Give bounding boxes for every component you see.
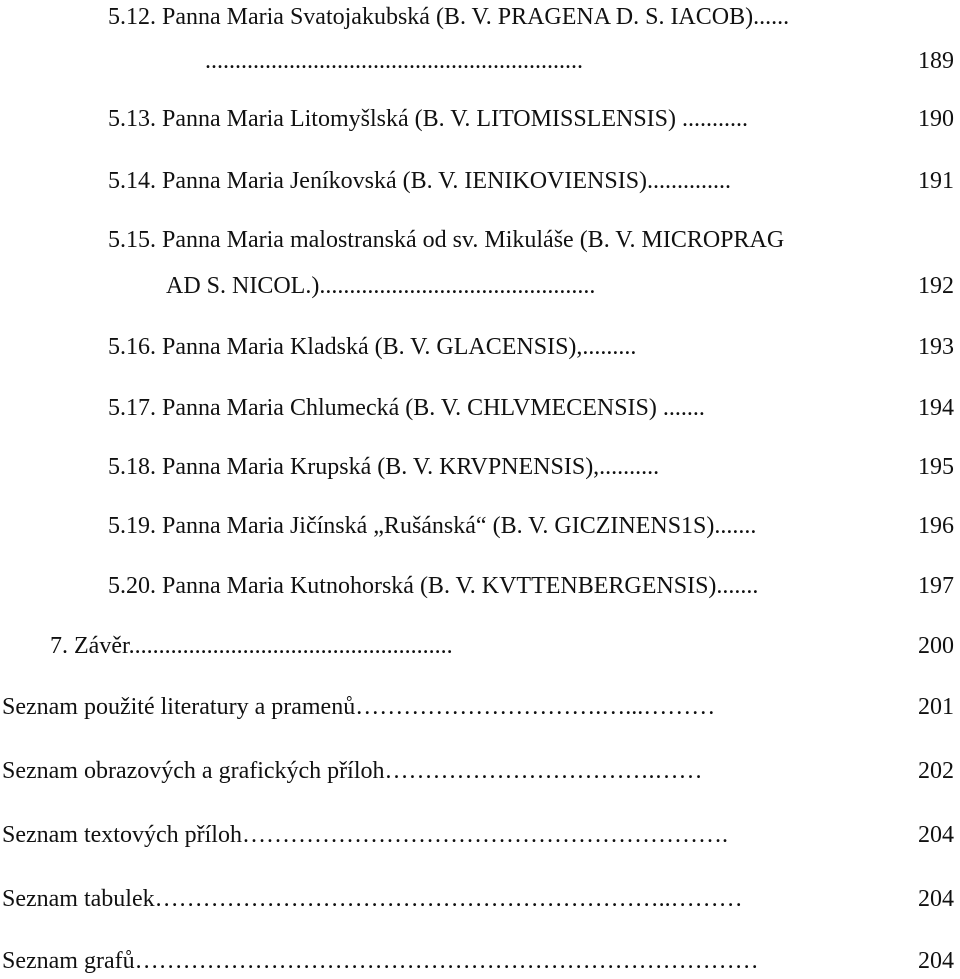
toc-page-number: 195 xyxy=(918,454,954,480)
toc-page-number: 193 xyxy=(918,334,954,360)
toc-line xyxy=(0,630,960,662)
toc-entry-text: Seznam grafů…………………………………………………………………… xyxy=(2,948,759,974)
toc-entry-text: Seznam tabulek………………………………………………………..……… xyxy=(2,886,743,912)
toc-page-number: 204 xyxy=(918,948,954,974)
toc-entry-text: Seznam textových příloh……………………………………………………. xyxy=(2,822,728,848)
toc-page-number: 196 xyxy=(918,513,954,539)
toc-line xyxy=(0,691,960,723)
toc-entry-text: 5.19. Panna Maria Jičínská „Rušánská“ (B. V. GICZINENS1S)....... xyxy=(108,513,757,539)
toc-entry-text: 5.12. Panna Maria Svatojakubská (B. V. PRAGENA D. S. IACOB)...... xyxy=(108,4,790,30)
toc-page-number: 189 xyxy=(918,48,954,74)
toc-line xyxy=(0,270,960,302)
toc-line xyxy=(0,165,960,197)
toc-line xyxy=(0,392,960,424)
toc-page-number: 192 xyxy=(918,273,954,299)
toc-line xyxy=(0,510,960,542)
toc-entry-text: ............................................................... xyxy=(205,48,583,74)
toc-entry-text: 5.15. Panna Maria malostranská od sv. Mikuláše (B. V. MICROPRAG xyxy=(108,227,785,253)
toc-page-number: 194 xyxy=(918,395,954,421)
toc-entry-text: 5.16. Panna Maria Kladská (B. V. GLACENSIS),......... xyxy=(108,334,637,360)
toc-line xyxy=(0,103,960,135)
toc-entry-text: Seznam obrazových a grafických příloh…………………………….…… xyxy=(2,758,703,784)
toc-page-number: 202 xyxy=(918,758,954,784)
toc-line xyxy=(0,451,960,483)
toc-page-number: 200 xyxy=(918,633,954,659)
toc-entry-text: AD S. NICOL.).............................................. xyxy=(166,273,596,299)
toc-entry-text: 5.20. Panna Maria Kutnohorská (B. V. KVTTENBERGENSIS)....... xyxy=(108,573,759,599)
toc-page-number: 201 xyxy=(918,694,954,720)
toc-page-number: 190 xyxy=(918,106,954,132)
toc-entry-text: Seznam použité literatury a pramenů………………………….…...……… xyxy=(2,694,716,720)
toc-entry-text: 5.17. Panna Maria Chlumecká (B. V. CHLVMECENSIS) ....... xyxy=(108,395,705,421)
toc-line xyxy=(0,883,960,915)
toc-page-number: 204 xyxy=(918,886,954,912)
toc-line xyxy=(0,224,960,256)
toc-entry-text: 5.13. Panna Maria Litomyšlská (B. V. LITOMISSLENSIS) ........... xyxy=(108,106,748,132)
toc-line xyxy=(0,755,960,787)
toc-entry-text: 7. Závěr...................................................... xyxy=(50,633,453,659)
toc-line xyxy=(0,331,960,363)
toc-entry-text: 5.14. Panna Maria Jeníkovská (B. V. IENIKOVIENSIS).............. xyxy=(108,168,732,194)
toc-page-number: 204 xyxy=(918,822,954,848)
toc-line xyxy=(0,45,960,77)
toc-entry-text: 5.18. Panna Maria Krupská (B. V. KRVPNENSIS),.......... xyxy=(108,454,660,480)
toc-page-number: 191 xyxy=(918,168,954,194)
toc-line xyxy=(0,570,960,602)
toc-page-number: 197 xyxy=(918,573,954,599)
toc-line xyxy=(0,819,960,851)
toc-line xyxy=(0,945,960,977)
toc-line xyxy=(0,1,960,33)
